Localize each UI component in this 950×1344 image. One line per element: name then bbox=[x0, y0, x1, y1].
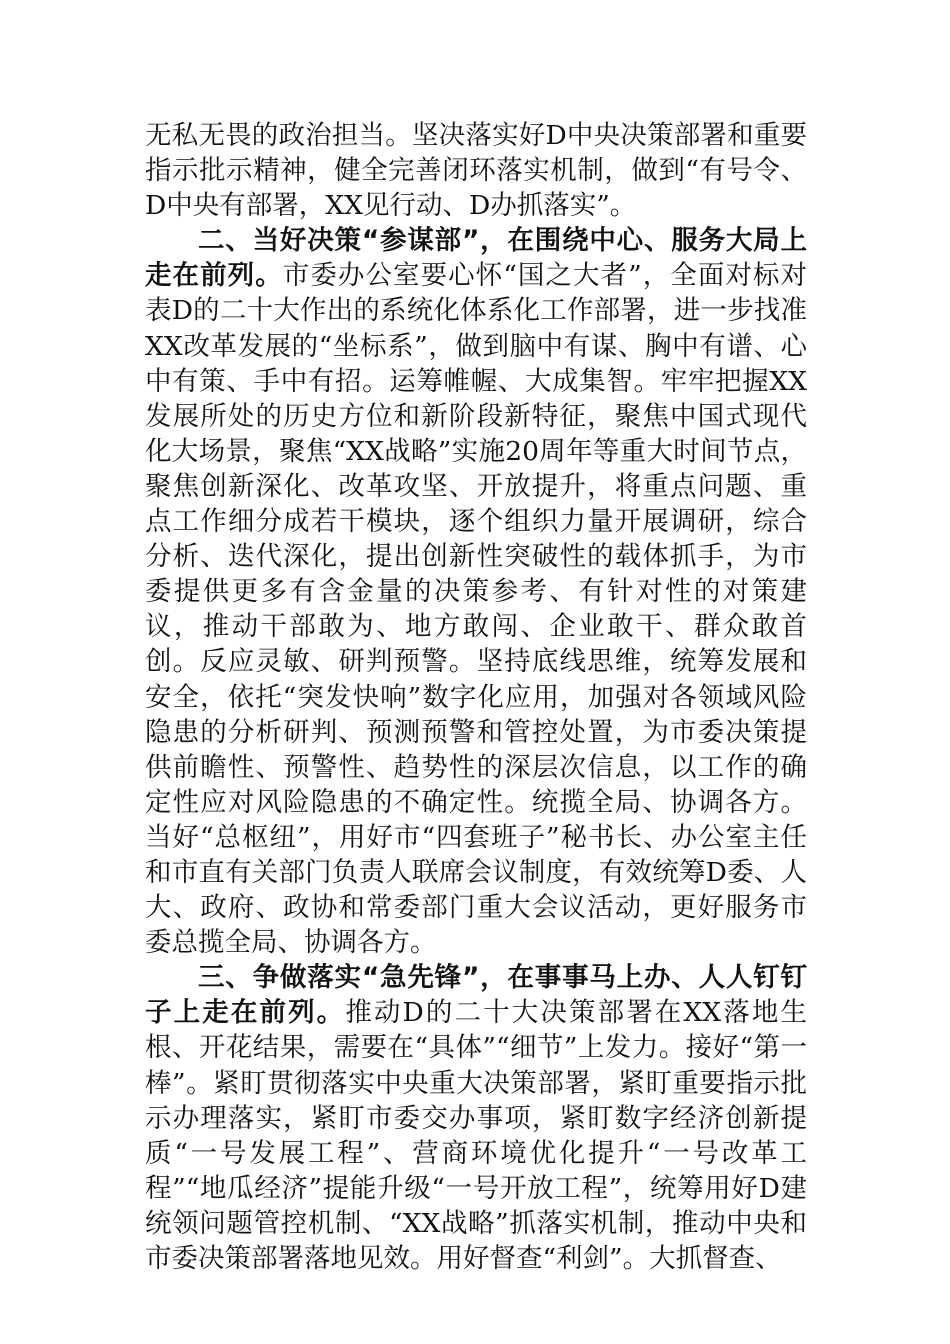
section-3-body: 推动D的二十大决策部署在XX落地生根、开花结果，需要在“具体”“细节”上发力。接好“第一棒”。紧盯贯彻落实中央重大决策部署，紧盯重要指示批示办理落实，紧盯市委交办事项，紧盯数字经济创新提质“一号发展工程”、营商环境优化提升“一号改革工程”“地瓜经济”提能升级“一号开放工程”，统筹用好D建统领问题管控机制、“XX战略”抓落实机制，推动中央和市委决策部署落地见效。用好督查“利剑”。大抓督查、 bbox=[145, 997, 808, 1274]
section-3-heading: 三、争做落实“急先锋”，在事事马上办、人人钉钉子上走在前列。 bbox=[145, 962, 807, 1029]
paragraph-1-text: 无私无畏的政治担当。坚决落实好D中央决策部署和重要指示批示精神，健全完善闭环落实机制，做到“有号令、D中央有部署，XX见行动、D办抓落实”。 bbox=[145, 120, 807, 222]
section-2-paragraph bbox=[145, 223, 807, 960]
document-page bbox=[145, 118, 807, 1276]
section-3-paragraph bbox=[145, 960, 807, 1276]
paragraph-continuation bbox=[145, 118, 807, 223]
section-2-body: 市委办公室要心怀“国之大者”，全面对标对表D的二十大作出的系统化体系化工作部署，进一步找准XX改革发展的“坐标系”，做到脑中有谋、胸中有谱、心中有策、手中有招。运筹帷幄、大成集智。牢牢把握XX发展所处的历史方位和新阶段新特征，聚焦中国式现代化大场景，聚焦“XX战略”实施20周年等重大时间节点，聚焦创新深化、改革攻坚、开放提升，将重点问题、重点工作细分成若干模块，逐个组织力量开展调研，综合分析、迭代深化，提出创新性突破性的载体抓手，为市委提供更多有含金量的决策参考、有针对性的对策建议，推动干部敢为、地方敢闯、企业敢干、群众敢首创。反应灵敏、研判预警。坚持底线思维，统筹发展和安全，依托“突发快响”数字化应用，加强对各领域风险隐患的分析研判、预测预警和管控处置，为市委决策提供前瞻性、预警性、趋势性的深层次信息，以工作的确定性应对风险隐患的不确定性。统揽全局、协调各方。当好“总枢纽”，用好市“四套班子”秘书长、办公室主任和市直有关部门负责人联席会议制度，有效统筹D委、人大、政府、政协和常委部门重大会议活动，更好服务市委总揽全局、协调各方。 bbox=[145, 260, 807, 959]
section-2-heading: 二、当好决策“参谋部”，在围绕中心、服务大局上走在前列。 bbox=[145, 225, 807, 292]
